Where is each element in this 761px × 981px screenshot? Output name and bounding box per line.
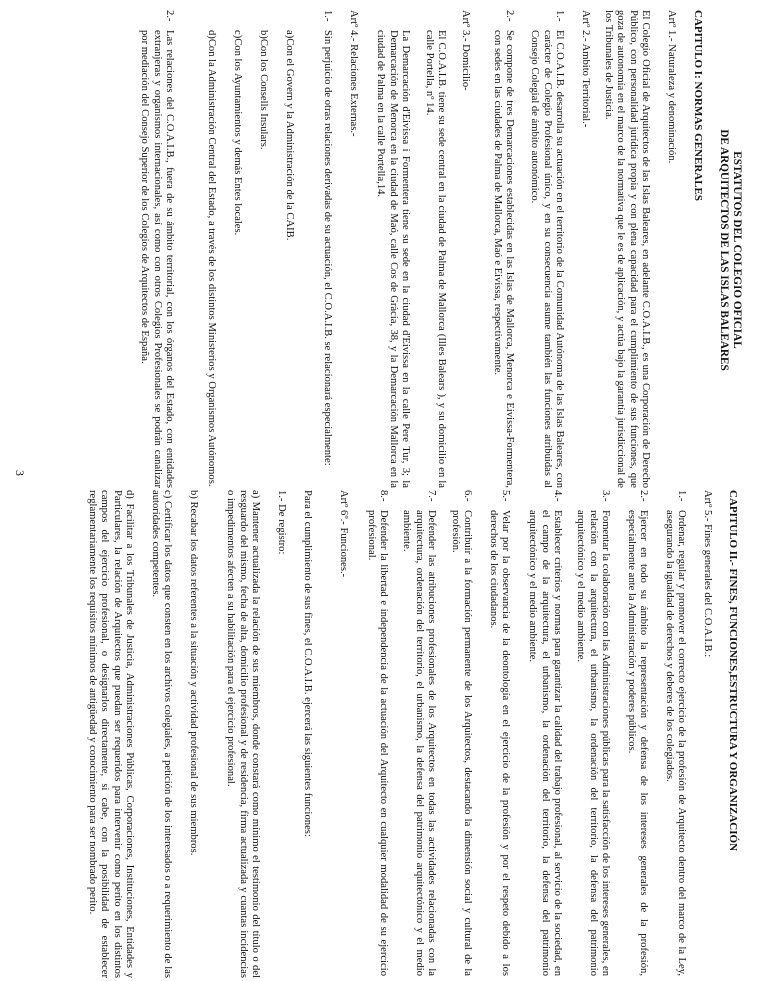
- title-line-2: DE ARQUITECTOS DE LAS ISLAS BALEARES: [718, 129, 730, 371]
- item-number: 5.-: [500, 490, 511, 502]
- item-number: 6.-: [462, 490, 473, 502]
- item-text: El C.O.A.I.B. desarrolla su actuación en el territorio de la Comunidad Autónoma de las Islas Baleares, con carácter de Colegio Profesional único, y en su consecuencia asume también las funciones atribuidas al Consejo Colegial de ámbito autonómico.: [529, 30, 565, 488]
- art1-heading: Artº 1.- Naturaleza y denominación.: [666, 10, 677, 164]
- title-line-1: ESTATUTOS DEL COLEGIO OFICIAL: [731, 151, 743, 349]
- item-number: 1.-: [554, 10, 565, 22]
- art5-item-3: [571, 490, 611, 978]
- art5-item-1: [659, 490, 687, 978]
- art5-item-4: [523, 490, 563, 978]
- item-text: Sin perjuicio de otras relaciones derivadas de su actuación, el C.O.A.I.B. se relacionará especialmente:: [322, 30, 333, 466]
- item-number: 1.-: [322, 10, 333, 22]
- chapter-2-heading: CAPITULO II.- FINES, FUNCIONES,ESTRUCTURA Y ORGANIZACIÓN: [727, 490, 739, 852]
- art2-heading: Artº 2.- Ambito Territorial.-: [580, 10, 591, 128]
- art3-heading: Artº 3.- Domicilio-: [460, 10, 471, 91]
- item-number: 3.-: [600, 490, 611, 502]
- art6-subitem-a: a) Mantener actualizada la relación de sus miembros, donde constará como mínimo el testimonio del título o del resguardo del mismo, fecha de alta, domicilio profesional y de residencia, firma actualizada y cuantas incidencias o impedimentos afecten a su habilitación para el ejercicio profesional.: [225, 490, 261, 978]
- art6-subitem-c: c) Certificar los datos que consten en los archivos colegiales, a petición de los interesados o a requerimiento de las autoridades competentes.: [149, 490, 173, 978]
- art1-text: El Colegio Oficial de Arquitectos de las Islas Baleares, en adelante C.O.A.I.B., es una Corporación de Derecho Público, con personalidad jurídica propia y con plena capacidad para el cumplimiento de sus funciones, que goza de autonomía en el marco de la normativa que le es de aplicación, y actúa bajo la garantía jurisdiccional de los Tribunales de Justicia.: [602, 10, 651, 488]
- art6-intro: Para el cumplimiento de sus fines, el C.O.A.I.B. ejercerá las siguientes funciones:: [302, 490, 313, 837]
- item-text: Las relaciones del C.O.A.I.B., fuera de su ámbito territorial, con los órganos del Estado, con entidades extranjeras y organismos internacionales, así como con otros Colegios Profesionales se podrán canalizar por mediación del Consejo Superior de los Colegios de Arquitectos de España.: [139, 30, 175, 488]
- item-text: Fomentar la colaboración con las Administraciones públicas para la satisfacción de los intereses generales, en relación con la arquitectura, el urbanismo, la ordenación del territorio, la defensa del patrimonio arquitectónico y el medio ambiente.: [575, 510, 611, 976]
- item-text: Se compone de tres Demarcaciones establecidas en las Islas de Mallorca, Menorca e Eivissa-Formentera, con sedes en las ciudades de Palma de Mallorca, Maó e Eivissa, respectivamente.: [491, 30, 515, 488]
- art4-item-1: [305, 10, 333, 488]
- art4-subitem-a: a)Con el Govern y la Administración de la CAIB.: [284, 30, 295, 241]
- art3-text-2: La Demarcación d'Eivissa i Formentera tiene su sede en la ciudad d'Eivissa en la calle Pere Tur, 3; la Demarcación de Menorca en la ciudad de Maó, calle Cos de Gràcia, 38, y la Demarcación Mallorca en la ciudad de Palma en la calle Portella,14.: [375, 30, 411, 488]
- item-number: 2.-: [164, 10, 175, 22]
- item-text: Velar por la observancia de la deontología en el ejercicio de la profesión y por el respeto debido a los derechos de los ciudadanos.: [487, 510, 511, 976]
- item-text: Ejercer en todo su ámbito la representación y defensa de los intereses generales de la profesión, especialmente ante la Administración y poderes públicos.: [625, 510, 649, 976]
- art6-heading: Artº 6º.- Funciones.-: [338, 490, 349, 578]
- art4-subitem-c: c)Con los Ayuntamientos y demás Entes locales.: [232, 30, 243, 236]
- item-text: Defender las atribuciones profesionales de los Arquitectos en todas las actividades relacionadas con la arquitectura, ordenación del territorio, el urbanismo, la defensa del patrimonio arquitectónico y el medio ambiente.: [401, 510, 437, 976]
- item-number: 8.-: [378, 490, 389, 502]
- item-text: Contribuir a la formación permanente de los Arquitectos, destacando la dimensión social y cultural de la profesión.: [449, 510, 473, 976]
- page-left: [0, 0, 761, 490]
- item-number: 1.-: [676, 490, 687, 502]
- item-number: 2.-: [504, 10, 515, 22]
- art5-item-2: [621, 490, 649, 978]
- art6-subitem-d: d) Facilitar a los Tribunales de Justicia, Administraciones Públicas, Corporaciones, Instituciones, Entidades y Particulares, la relación de Arquitectos que puedan ser requeridos para intervenir como perito en los distintos campos del ejercicio profesional, o designarlos directamente, si cabe, con la posibilidad de establecer reglamentariamente los requisitos mínimos de antigüedad y conocimiento para ser nombrado perito.: [86, 490, 135, 978]
- art4-subitem-d: d)Con la Administración Central del Estado, a través de los distintos Ministerios y Organismos Autónomos.: [206, 30, 217, 487]
- page-right: [0, 490, 761, 981]
- art2-item-2: [487, 10, 515, 488]
- art5-item-7: [397, 490, 437, 978]
- art4-item-2: [111, 10, 175, 488]
- art5-item-6: [445, 490, 473, 978]
- page-number: 3: [13, 470, 27, 476]
- item-text: Establecer criterios y normas para garantizar la calidad del trabajo profesional, al servicio de la sociedad, en el campo de la arquitectura, el urbanismo, la ordenación del territorio, la defensa del patrimonio arquitectónico y el medio ambiente.: [527, 510, 563, 976]
- item-text: Defender la libertad e independencia de la actuación del Arquitecto en cualquier modalidad de su ejercicio profesional.: [365, 510, 389, 976]
- art4-subitem-b: b)Con los Consells Insulars.: [258, 30, 269, 150]
- art5-item-5: [483, 490, 511, 978]
- item-text: Ordenar, regular y promover el correcto ejercicio de la profesión de Arquitecto dentro del marco de la Ley, asegurando la igualdad de derechos y deberes de los colegiados.: [663, 510, 687, 976]
- art5-item-8: [361, 490, 389, 978]
- item-number: 2.-: [638, 490, 649, 502]
- art6-subheading: 1.- De registro:: [276, 490, 287, 555]
- art3-text-1: El C.O.A.I.B. tiene su sede central en la ciudad de Palma de Mallorca (Illes Balears ), y su domicilio en la calle Portella, nº 14.: [423, 30, 447, 488]
- item-number: 7.-: [426, 490, 437, 502]
- art4-heading: Artº 4.- Relaciones Externas.-: [348, 10, 359, 137]
- document-title: [717, 110, 743, 390]
- chapter-1-heading: CAPITULO I: NORMAS GENERALES: [692, 10, 704, 201]
- art6-subitem-b: b) Recabar los datos referentes a la situación y actividad profesional de sus miembros.: [188, 490, 199, 856]
- item-number: 4.-: [552, 490, 563, 502]
- art2-item-1: [525, 10, 565, 488]
- art5-heading: Artº 5.- Fines generales del C.O.A.I.B.:: [702, 490, 713, 658]
